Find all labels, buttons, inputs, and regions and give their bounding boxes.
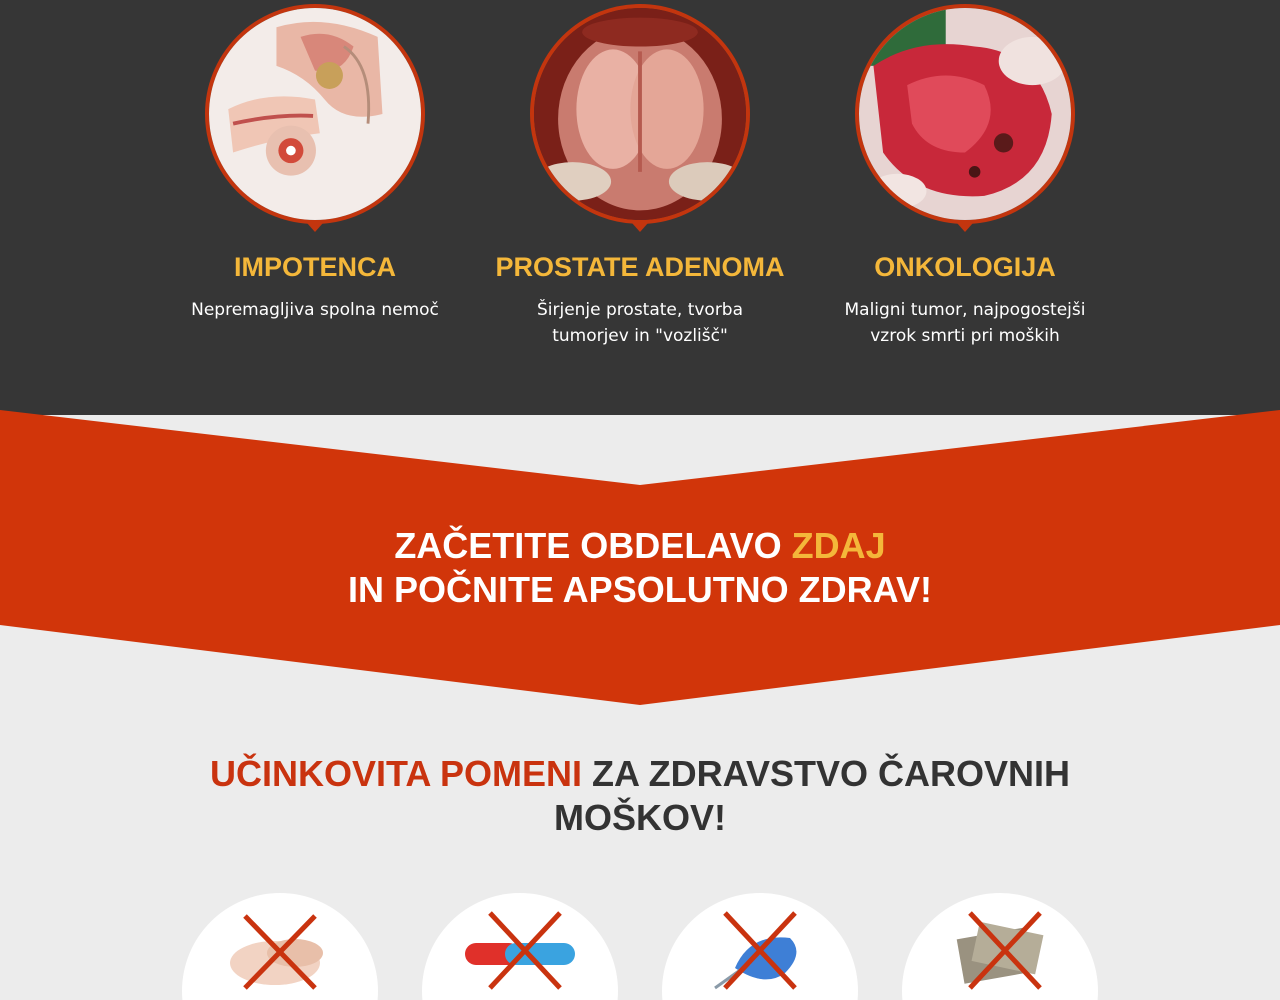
card-title: IMPOTENCA bbox=[234, 252, 396, 282]
card-pointer bbox=[957, 223, 973, 232]
cta-line-1-text: ZAČETITE OBDELAVO bbox=[394, 525, 792, 566]
enlarged-prostate-photo-icon bbox=[530, 4, 750, 224]
card-description: Maligni tumor, najpogostejši vzrok smrti pri moških bbox=[844, 300, 1086, 346]
cta-line-1 bbox=[0, 524, 1280, 568]
cta-headline bbox=[0, 524, 1280, 612]
card-pointer bbox=[307, 223, 323, 232]
section-title-highlight: UČINKOVITA POMENI bbox=[209, 753, 582, 794]
card-description: Širjenje prostate, tvorba tumorjev in "vozlišč" bbox=[536, 300, 744, 346]
method-circle-massage bbox=[182, 893, 378, 1000]
crossed-pills-icon bbox=[455, 908, 585, 993]
section-title-rest: ZA ZDRAVSTVO ČAROVNIH MOŠKOV! bbox=[553, 753, 1071, 838]
method-circle-pills bbox=[422, 893, 618, 1000]
cta-highlight: ZDAJ bbox=[791, 525, 886, 566]
crossed-massage-icon bbox=[215, 908, 345, 993]
methods-section-title bbox=[190, 752, 1090, 840]
card-title: PROSTATE ADENOMA bbox=[495, 252, 785, 282]
crossed-surgery-icon bbox=[695, 908, 825, 993]
anatomy-illustration-icon bbox=[205, 4, 425, 224]
tumor-tissue-photo-icon bbox=[855, 4, 1075, 224]
method-circle-surgery bbox=[662, 893, 858, 1000]
method-circle-money bbox=[902, 893, 1098, 1000]
card-description: Nepremagljiva spolna nemoč bbox=[191, 300, 439, 320]
card-pointer bbox=[632, 223, 648, 232]
cta-line-2: IN POČNITE APSOLUTNO ZDRAV! bbox=[348, 569, 932, 610]
crossed-money-icon bbox=[935, 908, 1065, 993]
card-title: ONKOLOGIJA bbox=[874, 252, 1056, 282]
